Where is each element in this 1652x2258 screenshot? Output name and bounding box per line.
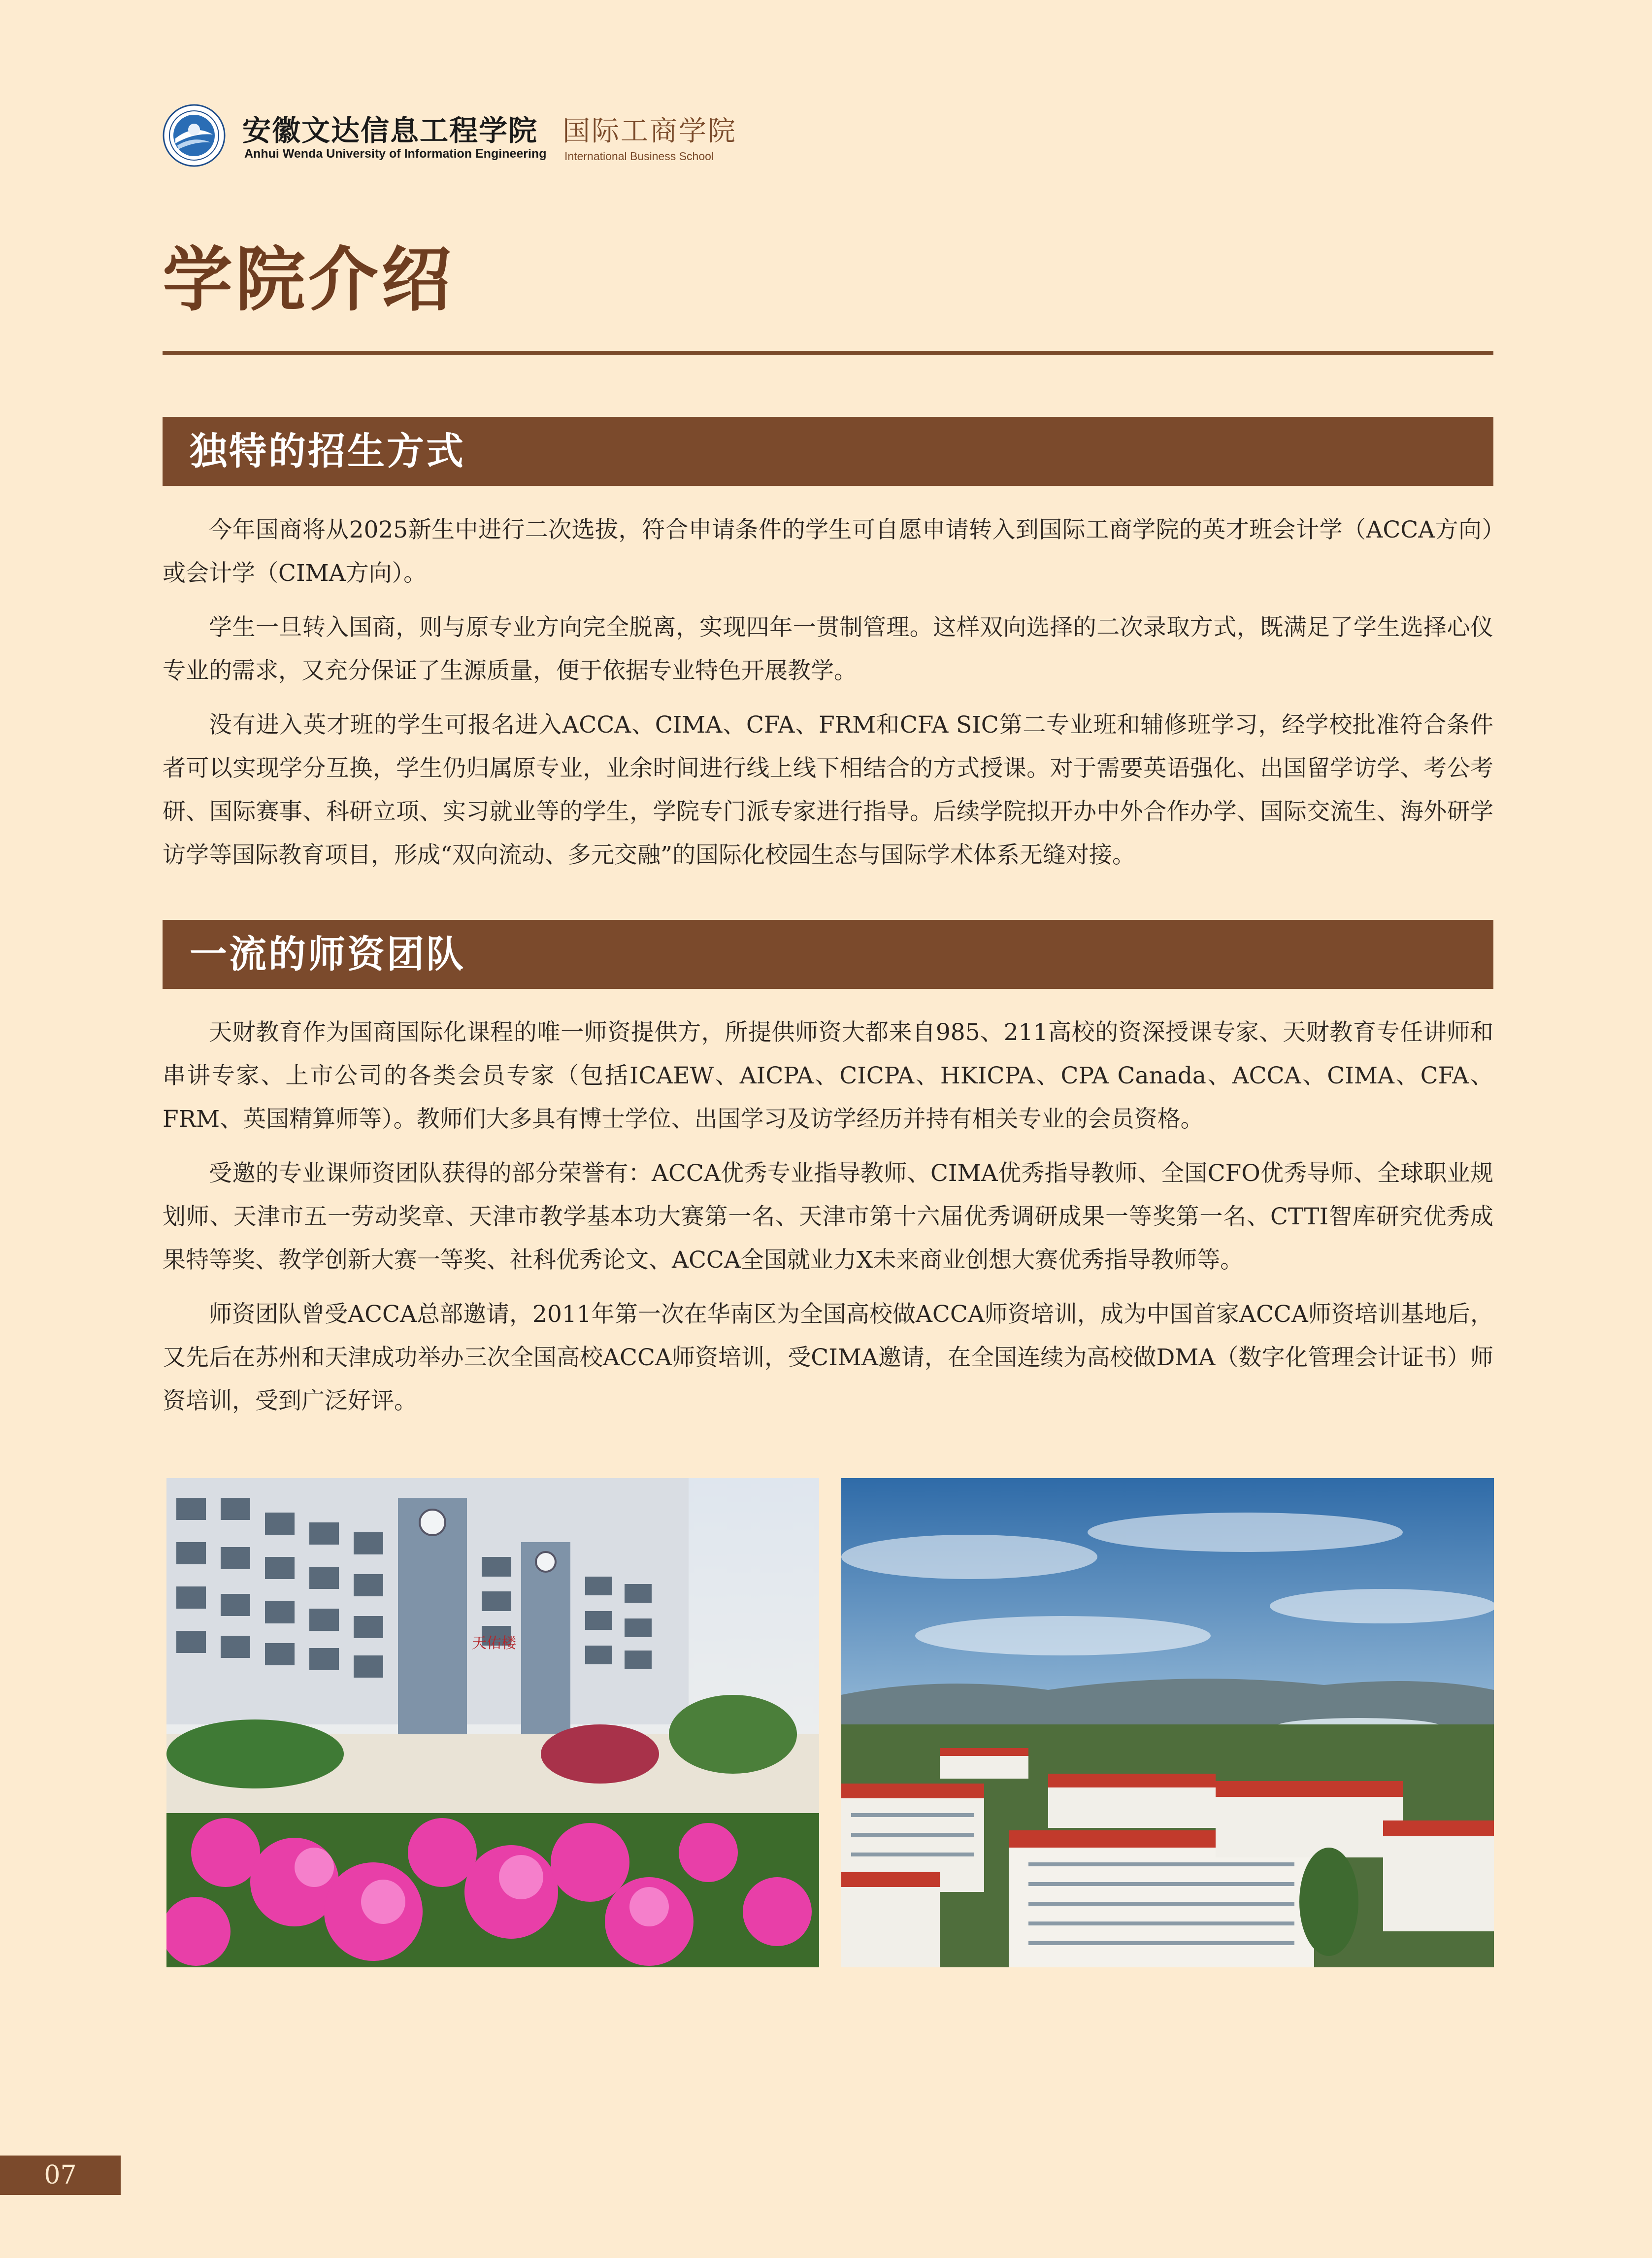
building-sign-text: 天佑楼 (472, 1635, 516, 1652)
paragraph: 没有进入英才班的学生可报名进入ACCA、CIMA、CFA、FRM和CFA SIC第二专业班和辅修班学习，经学校批准符合条件者可以实现学分互换，学生仍归属原专业，业余时间进行线上线下相结合的方式授课。对于需要英语强化、出国留学访学、考公考研、国际赛事、科研立项、实习就业等的学生，学院专门派专家进行指导。后续学院拟开办中外合作办学、国际交流生、海外研学访学等国际教育项目，形成“双向流动、多元交融”的国际化校园生态与国际学术体系无缝对接。 (163, 711, 1493, 869)
paragraph: 受邀的专业课师资团队获得的部分荣誉有：ACCA优秀专业指导教师、CIMA优秀指导教师、全国CFO优秀导师、全球职业规划师、天津市五一劳动奖章、天津市教学基本功大赛第一名、天津市第十六届优秀调研成果一等奖第一名、CTTI智库研究优秀成果特等奖、教学创新大赛一等奖、社科优秀论文、ACCA全国就业力X未来商业创想大赛优秀指导教师等。 (163, 1160, 1493, 1274)
section-heading-admissions: 独特的招生方式 (163, 417, 1493, 486)
title-divider (163, 351, 1493, 355)
school-name-en: International Business School (564, 150, 714, 163)
university-emblem-icon (163, 104, 226, 167)
university-name-cn: 安徽文达信息工程学院 (242, 114, 538, 147)
paragraph: 今年国商将从2025新生中进行二次选拔，符合申请条件的学生可自愿申请转入到国际工商学院的英才班会计学（ACCA方向）或会计学（CIMA方向）。 (163, 516, 1493, 587)
page-title: 学院介绍 (163, 239, 454, 321)
header-logo (163, 102, 793, 169)
section-body-faculty (163, 1011, 1493, 1434)
paragraph: 学生一旦转入国商，则与原专业方向完全脱离，实现四年一贯制管理。这样双向选择的二次录取方式，既满足了学生选择心仪专业的需求，又充分保证了生源质量，便于依据专业特色开展教学。 (163, 614, 1493, 684)
page-number: 07 (0, 2156, 121, 2195)
school-name-cn: 国际工商学院 (562, 115, 737, 147)
university-name-en: Anhui Wenda University of Information Engineering (244, 147, 547, 161)
section-heading-faculty: 一流的师资团队 (163, 920, 1493, 989)
campus-building-photo (166, 1478, 819, 1967)
paragraph: 师资团队曾受ACCA总部邀请，2011年第一次在华南区为全国高校做ACCA师资培训，成为中国首家ACCA师资培训基地后，又先后在苏州和天津成功举办三次全国高校ACCA师资培训，受CIMA邀请，在全国连续为高校做DMA（数字化管理会计证书）师资培训，受到广泛好评。 (163, 1301, 1493, 1415)
section-body-admissions (163, 508, 1493, 888)
campus-aerial-photo (841, 1478, 1494, 1967)
paragraph: 天财教育作为国商国际化课程的唯一师资提供方，所提供师资大都来自985、211高校的资深授课专家、天财教育专任讲师和串讲专家、上市公司的各类会员专家（包括ICAEW、AICPA、CICPA、HKICPA、CPA Canada、ACCA、CIMA、CFA、FRM、英国精算师等）。教师们大多具有博士学位、出国学习及访学经历并持有相关专业的会员资格。 (163, 1019, 1493, 1133)
